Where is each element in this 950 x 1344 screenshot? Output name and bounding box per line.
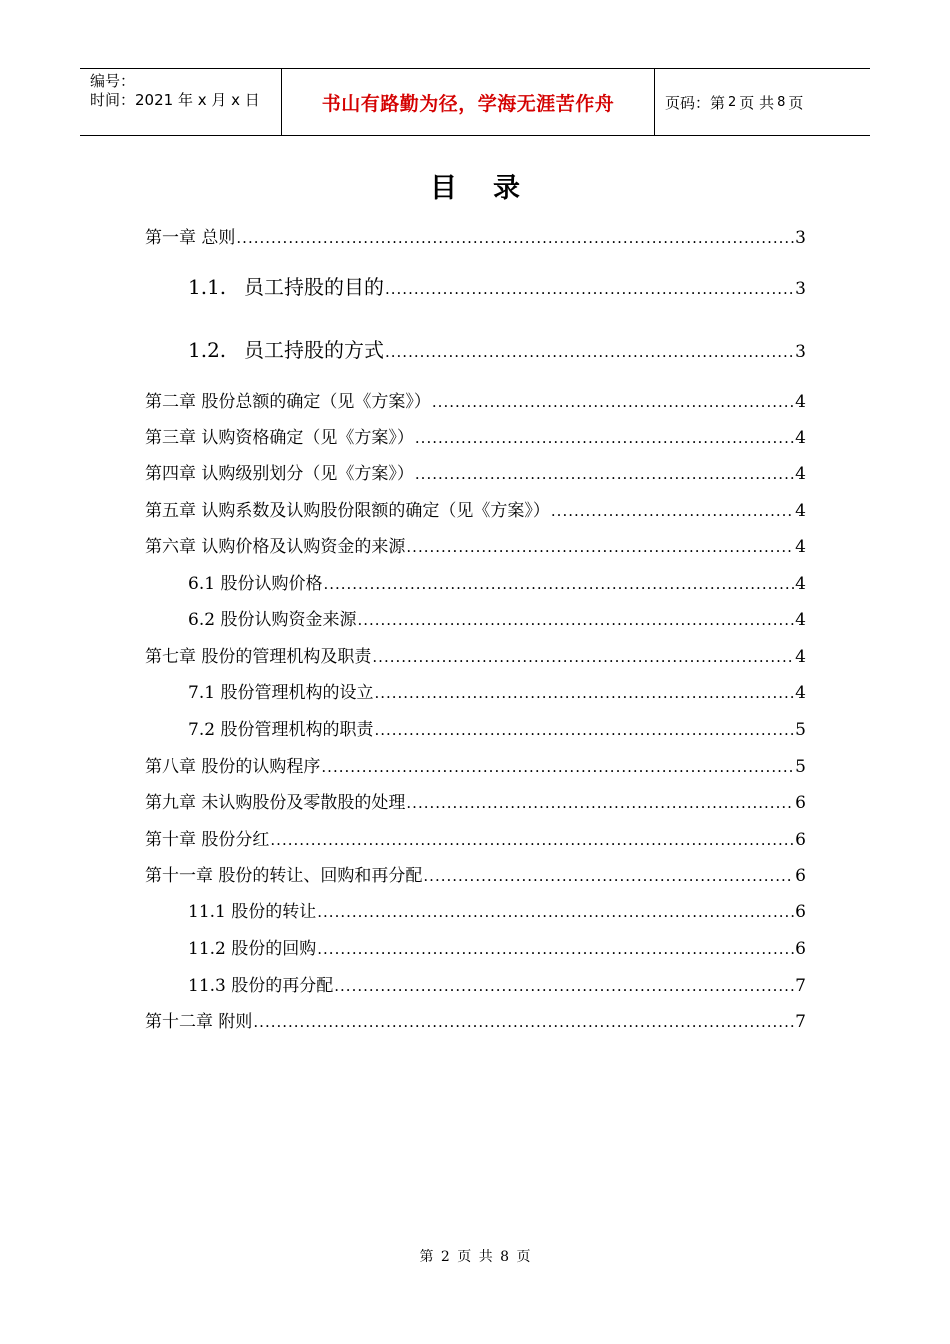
toc-entry-page: 6 xyxy=(795,830,806,850)
toc-entry-text: 员工持股的方式 xyxy=(244,338,384,362)
toc-entry-page: 7 xyxy=(795,1012,806,1032)
toc-entry[interactable] xyxy=(145,756,806,778)
date-label: 时间：2021 年 x 月 x 日 xyxy=(90,91,260,109)
toc-entry-page: 6 xyxy=(795,866,806,886)
page-total: 8 xyxy=(777,94,786,110)
toc-leader-dots xyxy=(385,276,794,302)
toc-entry[interactable] xyxy=(145,536,806,558)
toc-leader-dots xyxy=(372,646,794,668)
toc-leader-dots xyxy=(385,339,794,365)
toc-entry-page: 4 xyxy=(795,647,806,667)
toc-entry-page: 4 xyxy=(795,610,806,630)
toc-entry-page: 4 xyxy=(795,574,806,594)
toc-entry-page: 5 xyxy=(795,720,806,740)
toc-entry-page: 4 xyxy=(795,683,806,703)
toc-entry-text: 第十二章 附则 xyxy=(145,1012,253,1032)
header-page-cell xyxy=(655,69,870,135)
toc-entry[interactable] xyxy=(188,975,806,997)
toc-entry-page: 6 xyxy=(795,939,806,959)
toc-leader-dots xyxy=(270,829,794,851)
toc-entry[interactable] xyxy=(188,274,806,302)
toc-entry-text: 11.2 股份的回购 xyxy=(188,939,317,959)
page-footer: 第 2 页 共 8 页 xyxy=(419,1249,531,1265)
toc-entry[interactable] xyxy=(188,573,806,595)
toc-leader-dots xyxy=(551,500,794,522)
toc-title: 目录 xyxy=(430,173,556,204)
toc-entry[interactable] xyxy=(188,901,806,923)
toc-entry[interactable] xyxy=(188,337,806,365)
toc-entry-text: 员工持股的目的 xyxy=(244,275,384,299)
toc-entry-page: 4 xyxy=(795,501,806,521)
toc-entry-text: 第一章 总则 xyxy=(145,228,236,248)
toc-leader-dots xyxy=(374,719,794,741)
toc-entry-text: 第三章 认购资格确定（见《方案》） xyxy=(145,428,414,448)
toc-leader-dots xyxy=(415,463,794,485)
toc-leader-dots xyxy=(317,938,794,960)
toc-leader-dots xyxy=(253,1011,794,1033)
toc-entry-page: 3 xyxy=(795,228,806,248)
toc-leader-dots xyxy=(357,609,794,631)
toc-entry-text: 第十一章 股份的转让、回购和再分配 xyxy=(145,866,423,886)
toc-entry[interactable] xyxy=(145,829,806,851)
toc-entry-text: 11.3 股份的再分配 xyxy=(188,976,334,996)
toc-entry[interactable] xyxy=(188,609,806,631)
toc-leader-dots xyxy=(423,865,794,887)
header-meta-cell xyxy=(80,69,282,135)
toc-entry-text: 第八章 股份的认购程序 xyxy=(145,757,321,777)
toc-leader-dots xyxy=(432,391,794,413)
serial-number-label: 编号： xyxy=(90,72,136,90)
page-prefix: 页码：第 xyxy=(665,93,726,112)
toc-entry-page: 6 xyxy=(795,793,806,813)
toc-entry-page: 3 xyxy=(795,342,806,362)
toc-entry-number: 1.1. xyxy=(188,275,227,299)
toc-entry[interactable] xyxy=(145,500,806,522)
toc-leader-dots xyxy=(323,573,794,595)
toc-leader-dots xyxy=(406,792,794,814)
toc-entry-page: 7 xyxy=(795,976,806,996)
toc-leader-dots xyxy=(321,756,794,778)
page-current: 2 xyxy=(728,94,737,110)
toc-leader-dots xyxy=(406,536,794,558)
toc-entry[interactable] xyxy=(145,227,806,249)
toc-entry-text: 第四章 认购级别划分（见《方案》） xyxy=(145,464,414,484)
toc-entry-text: 第十章 股份分红 xyxy=(145,830,270,850)
motto-text: 书山有路勤为径，学海无涯苦作舟 xyxy=(321,92,615,115)
toc-entry[interactable] xyxy=(145,865,806,887)
toc-entry-page: 4 xyxy=(795,537,806,557)
toc-entry-text: 7.1 股份管理机构的设立 xyxy=(188,683,374,703)
toc-entry[interactable] xyxy=(188,719,806,741)
toc-entry-text: 第二章 股份总额的确定（见《方案》） xyxy=(145,392,431,412)
toc-leader-dots xyxy=(374,682,794,704)
toc-entry-page: 3 xyxy=(795,279,806,299)
toc-leader-dots xyxy=(334,975,794,997)
toc-entry[interactable] xyxy=(145,646,806,668)
document-header xyxy=(80,68,870,136)
toc-entry-text: 11.1 股份的转让 xyxy=(188,902,317,922)
toc-leader-dots xyxy=(236,227,794,249)
toc-entry-text: 第六章 认购价格及认购资金的来源 xyxy=(145,537,406,557)
toc-entry-text: 7.2 股份管理机构的职责 xyxy=(188,720,374,740)
toc-entry[interactable] xyxy=(188,682,806,704)
toc-entry[interactable] xyxy=(188,938,806,960)
toc-entry[interactable] xyxy=(145,463,806,485)
page-mid: 页 共 xyxy=(739,93,775,112)
page-suffix: 页 xyxy=(788,93,804,112)
toc-entry-text: 第七章 股份的管理机构及职责 xyxy=(145,647,372,667)
toc-entry-text: 第九章 未认购股份及零散股的处理 xyxy=(145,793,406,813)
toc-leader-dots xyxy=(317,901,794,923)
toc-entry[interactable] xyxy=(145,792,806,814)
toc-leader-dots xyxy=(415,427,794,449)
header-motto-cell xyxy=(282,69,655,135)
toc-entry-text: 第五章 认购系数及认购股份限额的确定（见《方案》） xyxy=(145,501,550,521)
toc-entry-page: 4 xyxy=(795,392,806,412)
toc-entry-page: 4 xyxy=(795,464,806,484)
toc-entry-page: 5 xyxy=(795,757,806,777)
toc-entry-number: 1.2. xyxy=(188,338,227,362)
toc-entry-text: 6.1 股份认购价格 xyxy=(188,574,323,594)
toc-entry-page: 4 xyxy=(795,428,806,448)
toc-entry-page: 6 xyxy=(795,902,806,922)
toc-entry[interactable] xyxy=(145,1011,806,1033)
toc-entry[interactable] xyxy=(145,391,806,413)
toc-entry-text: 6.2 股份认购资金来源 xyxy=(188,610,357,630)
toc-entry[interactable] xyxy=(145,427,806,449)
